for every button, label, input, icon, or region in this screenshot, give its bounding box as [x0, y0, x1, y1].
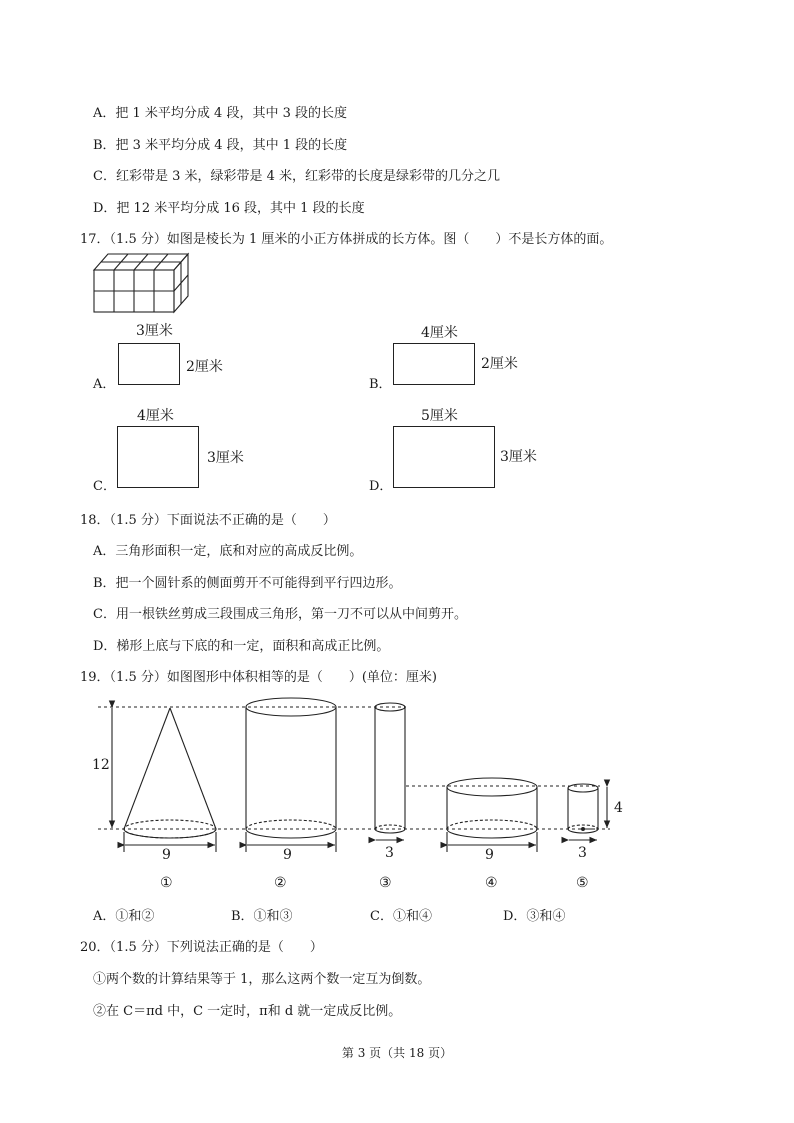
choice-a-side-label: 2厘米	[186, 359, 223, 375]
figure-number-3: ③	[379, 875, 392, 891]
choice-c-letter: C．	[93, 479, 116, 494]
choice-d-side-label: 3厘米	[500, 449, 537, 465]
choice-b-letter: B．	[369, 377, 392, 392]
q19-option-a: A．①和②	[93, 909, 155, 924]
height-12-label: 12	[92, 757, 110, 773]
q18-stem: 18．（1.5 分）下面说法不正确的是（ ）	[80, 513, 336, 528]
q20-stem: 20．（1.5 分）下列说法正确的是（ ）	[80, 940, 323, 955]
page-footer: 第 3 页（共 18 页）	[341, 1046, 453, 1060]
figure-number-4: ④	[485, 875, 498, 891]
choice-b-side-label: 2厘米	[481, 356, 518, 372]
choice-d-top-label: 5厘米	[421, 408, 458, 424]
choice-b-top-label: 4厘米	[421, 325, 458, 341]
choice-c-top-label: 4厘米	[137, 408, 174, 424]
q17-stem: 17．（1.5 分）如图是棱长为 1 厘米的小正方体拼成的长方体。图（ ）不是长方体的面。	[80, 232, 613, 247]
width-label-1: 9	[162, 847, 171, 863]
choice-a-top-label: 3厘米	[136, 323, 173, 339]
q16-option-d: D．把 12 米平均分成 16 段，其中 1 段的长度	[93, 201, 365, 216]
choice-d-letter: D．	[369, 479, 393, 494]
choice-a-letter: A．	[93, 377, 116, 392]
height-4-label: 4	[614, 800, 623, 816]
q16-option-c: C．红彩带是 3 米，绿彩带是 4 米，红彩带的长度是绿彩带的几分之几	[93, 169, 501, 184]
q18-option-a: A．三角形面积一定，底和对应的高成反比例。	[93, 544, 363, 559]
q18-option-b: B．把一个圆针系的侧面剪开不可能得到平行四边形。	[93, 576, 402, 591]
width-label-2: 9	[283, 847, 292, 863]
figure-number-1: ①	[160, 875, 173, 891]
width-label-5: 3	[578, 845, 587, 861]
q16-option-b: B．把 3 米平均分成 4 段，其中 1 段的长度	[93, 138, 348, 153]
q18-option-d: D．梯形上底与下底的和一定，面积和高成正比例。	[93, 639, 390, 654]
q18-option-c: C．用一根铁丝剪成三段围成三角形，第一刀不可以从中间剪开。	[93, 607, 467, 622]
q20-statement-2: ②在 C＝πd 中，C 一定时，π和 d 就一定成反比例。	[93, 1004, 402, 1019]
q16-option-a: A．把 1 米平均分成 4 段，其中 3 段的长度	[93, 106, 347, 121]
q19-option-c: C．①和④	[370, 909, 432, 924]
width-label-3: 3	[385, 845, 394, 861]
q20-statement-1: ①两个数的计算结果等于 1，那么这两个数一定互为倒数。	[93, 972, 431, 987]
q19-option-b: B．①和③	[231, 909, 293, 924]
q19-option-d: D．③和④	[503, 909, 566, 924]
figure-number-2: ②	[274, 875, 287, 891]
choice-c-side-label: 3厘米	[207, 450, 244, 466]
q19-stem: 19．（1.5 分）如图图形中体积相等的是（ ）(单位：厘米)	[80, 670, 437, 685]
figure-number-5: ⑤	[576, 875, 589, 891]
width-label-4: 9	[485, 847, 494, 863]
